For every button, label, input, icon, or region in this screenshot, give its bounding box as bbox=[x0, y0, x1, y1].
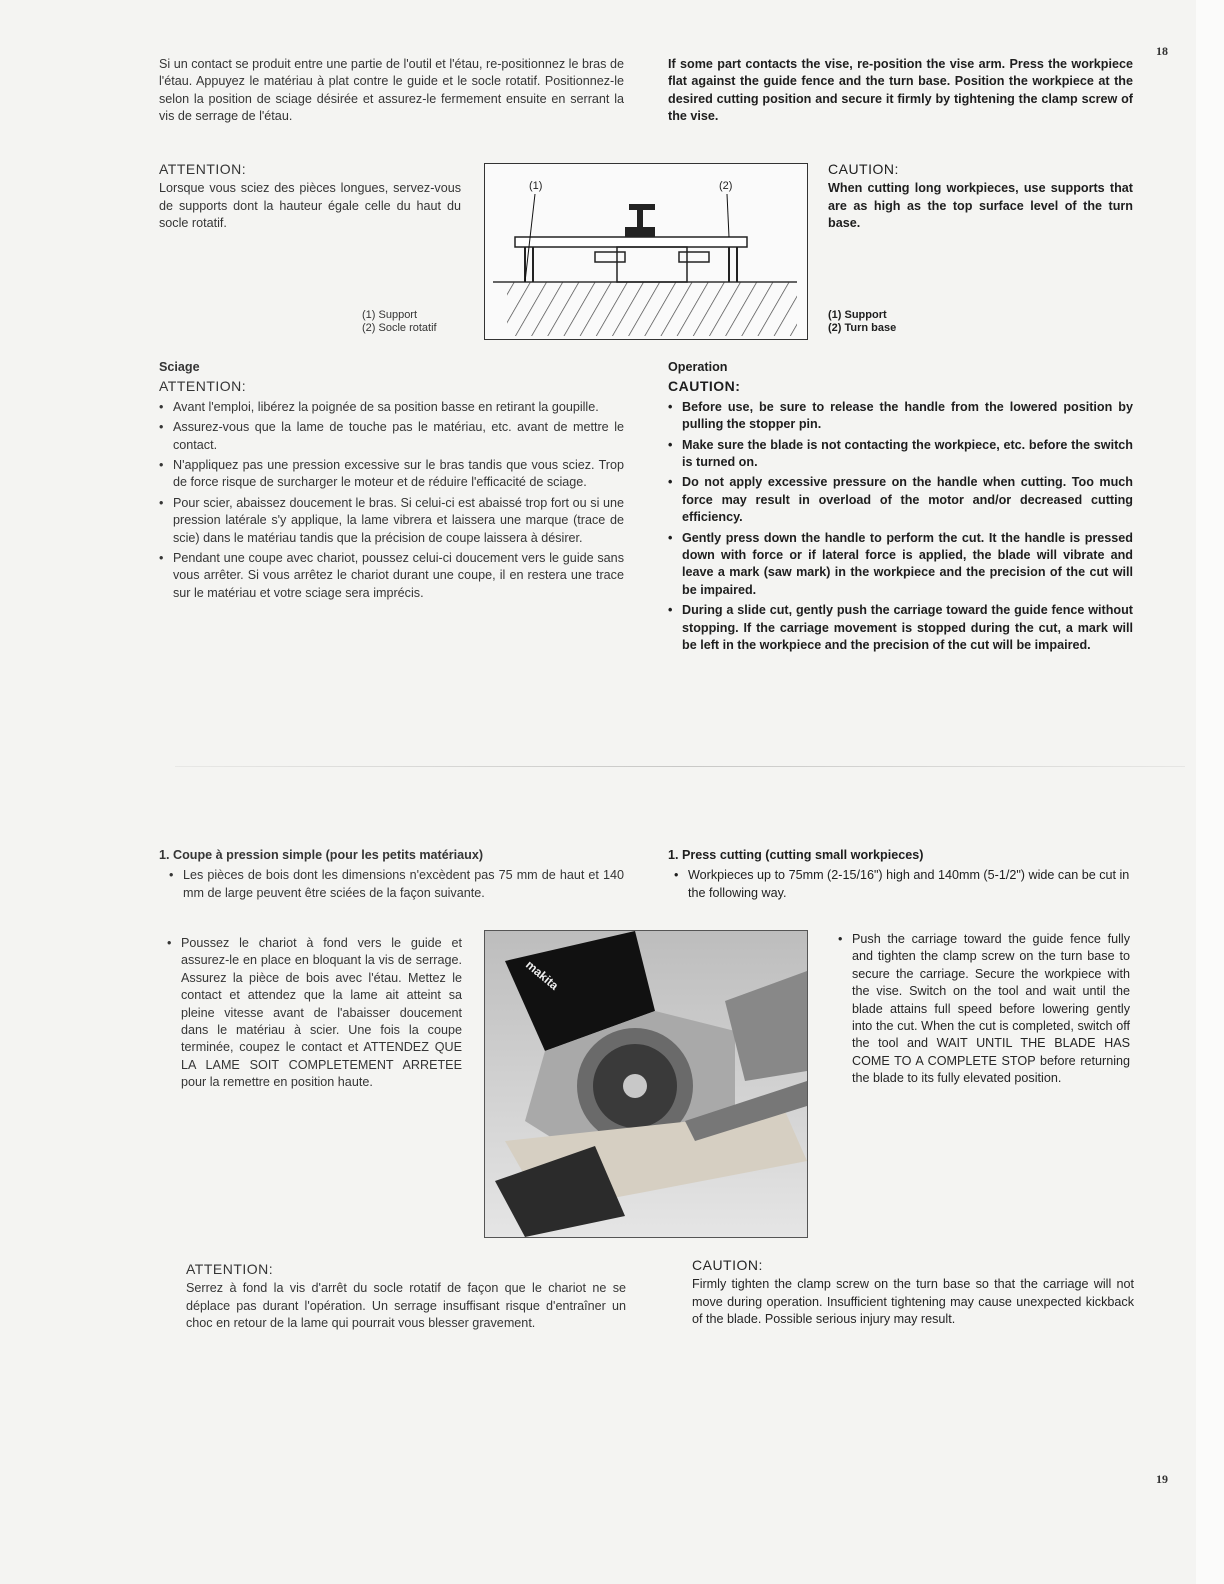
sciage-bullet: • Avant l'emploi, libérez la poignée de sa position basse en retirant la goupille. bbox=[159, 399, 624, 416]
page-number-top: 18 bbox=[1156, 44, 1168, 58]
coupe-bullet-1: • Les pièces de bois dont les dimensions n'excèdent pas 75 mm de haut et 140 mm de large peuvent être sciées de la façon suivante. bbox=[169, 867, 624, 902]
press-title: 1. Press cutting (cutting small workpieces) bbox=[668, 848, 924, 862]
operation-title: Operation bbox=[668, 360, 728, 374]
press-procedure bbox=[838, 928, 1130, 1088]
page-separator bbox=[175, 766, 1185, 767]
diagram-label-1: (1) bbox=[529, 180, 543, 192]
caution-heading: CAUTION: bbox=[828, 161, 899, 177]
page-edge bbox=[1196, 0, 1224, 1584]
coupe-bullet-2: • Poussez le chariot à fond vers le guide et assurez-le en place en bloquant la vis de serrage. Assurez la pièce de bois avec l'étau. Mettez le contact et attendez que la lame ait atteint sa pleine vitesse avant de l'abaisser doucement dans le matériau à scier. Une fois la coupe terminée, coupez le contact et ATTENDEZ QUE LA LAME SOIT COMPLETEMENT ARRETEE pour la remettre en position haute. bbox=[167, 935, 462, 1092]
caution-clamp-text: Firmly tighten the clamp screw on the turn base so that the carriage will not move during operation. Insufficient tightening may cause unexpected kickback of the blade. Possible serious injury may result. bbox=[692, 1277, 1134, 1327]
operation-bullet: • Gently press down the handle to perform the cut. It the handle is pressed down with force or if lateral force is applied, the blade will vibrate and leave a mark (saw mark) in the workpiece and the precision of the cut will be impaired. bbox=[668, 530, 1133, 600]
floor-hatching bbox=[507, 282, 797, 336]
caution-clamp-en bbox=[692, 1257, 1134, 1329]
page-number-bottom: 19 bbox=[1156, 1472, 1168, 1486]
press-header bbox=[668, 847, 1133, 902]
sciage-section bbox=[159, 359, 624, 602]
operation-section bbox=[668, 359, 1133, 655]
operation-bullet: • During a slide cut, gently push the carriage toward the guide fence without stopping. If the carriage movement is stopped during the cut, a mark will be left in the workpiece and the precision of the cut will be impaired. bbox=[668, 602, 1133, 654]
intro-fr: Si un contact se produit entre une partie de l'outil et l'étau, re-positionnez le bras de l'étau. Appuyez le matériau à plat contre le guide et le socle rotatif. Positionnez-le selon la position de sciage désirée et assurez-le fermement ensuite en serrant la vis de serrage de l'étau. bbox=[159, 57, 624, 124]
caution-text: When cutting long workpieces, use supports that are as high as the top surface level of the turn base. bbox=[828, 181, 1133, 231]
caption-socle: (2) Socle rotatif bbox=[362, 322, 437, 334]
press-bullet-1: • Workpieces up to 75mm (2-15/16") high and 140mm (5-1/2") wide can be cut in the following way. bbox=[674, 867, 1133, 902]
sciage-bullet: • N'appliquez pas une pression excessive sur le bras tandis que vous sciez. Trop de force risque de surcharger le moteur et de réduire l'efficacité de sciage. bbox=[159, 457, 624, 492]
diagram-caption-fr bbox=[362, 309, 482, 335]
coupe-header bbox=[159, 847, 624, 902]
vise bbox=[625, 227, 655, 237]
workpiece bbox=[515, 237, 747, 247]
support-diagram bbox=[484, 163, 808, 340]
attention-clamp-fr bbox=[186, 1261, 626, 1333]
sciage-bullet: • Pour scier, abaissez doucement le bras. Si celui-ci est abaissé trop fort ou si une pression latérale s'y applique, la lame vibrera et laissera une marque (trace de scie) dans le matériau tandis que la précision de coupe laissera à désirer. bbox=[159, 495, 624, 547]
sciage-attention-heading: ATTENTION: bbox=[159, 378, 247, 395]
miter-saw-illustration bbox=[485, 931, 807, 1237]
sciage-bullet: • Assurez-vous que la lame de touche pas le matériau, etc. avant de mettre le contact. bbox=[159, 419, 624, 454]
operation-bullet: • Before use, be sure to release the handle from the lowered position by pulling the stopper pin. bbox=[668, 399, 1133, 434]
brand-logo: makita bbox=[523, 957, 562, 993]
operation-bullet: • Make sure the blade is not contacting the workpiece, etc. before the switch is turned on. bbox=[668, 437, 1133, 472]
attention-clamp-text: Serrez à fond la vis d'arrêt du socle rotatif de façon que le chariot ne se déplace pas durant l'opération. Un serrage insuffisant risque d'entraîner un choc en retour de la lame qui pourrait vous blesser gravement. bbox=[186, 1281, 626, 1331]
caution-clamp-heading: CAUTION: bbox=[692, 1257, 763, 1273]
diagram-caption-en bbox=[828, 309, 988, 335]
caption-turn-base: (2) Turn base bbox=[828, 322, 897, 334]
support-diagram-drawing bbox=[485, 164, 807, 339]
caution-supports-en bbox=[828, 161, 1133, 233]
saw-base bbox=[617, 247, 687, 282]
attention-supports-fr bbox=[159, 161, 461, 233]
operation-bullet: • Do not apply excessive pressure on the handle when cutting. Too much force may result in overload of the motor and/or decreased cutting efficiency. bbox=[668, 474, 1133, 526]
intro-en: If some part contacts the vise, re-position the vise arm. Press the workpiece flat against the guide fence and the turn base. Position the workpiece at the desired cutting position and secure it firmly by tightening the clamp screw of the vise. bbox=[668, 57, 1133, 124]
press-bullet-2: • Push the carriage toward the guide fence fully and tighten the clamp screw on the turn base to secure the carriage. Secure the workpiece with the vise. Switch on the tool and wait until the blade attains full speed before lowering gently into the cut. When the cut is completed, switch off the tool and WAIT UNTIL THE BLADE HAS COME TO A COMPLETE STOP before returning the blade to its fully elevated position. bbox=[838, 931, 1130, 1088]
caption-support-en: (1) Support bbox=[828, 309, 887, 321]
attention-clamp-heading: ATTENTION: bbox=[186, 1261, 274, 1277]
diagram-label-2: (2) bbox=[719, 180, 733, 192]
caption-support: (1) Support bbox=[362, 309, 418, 321]
attention-heading: ATTENTION: bbox=[159, 161, 247, 177]
miter-saw-photo bbox=[484, 930, 808, 1238]
operation-caution-heading: CAUTION: bbox=[668, 378, 741, 395]
sciage-title: Sciage bbox=[159, 360, 200, 374]
coupe-title: 1. Coupe à pression simple (pour les petits matériaux) bbox=[159, 848, 484, 862]
attention-text: Lorsque vous sciez des pièces longues, servez-vous de supports dont la hauteur égale celle du haut du socle rotatif. bbox=[159, 181, 461, 231]
leader-line-2 bbox=[727, 194, 729, 237]
coupe-procedure bbox=[167, 932, 462, 1092]
sciage-bullet: • Pendant une coupe avec chariot, poussez celui-ci doucement vers le guide sans vous arrêter. Si vous arrêtez le chariot durant une coupe, il en restera une trace sur le matériau et votre sciage sera imprécis. bbox=[159, 550, 624, 602]
